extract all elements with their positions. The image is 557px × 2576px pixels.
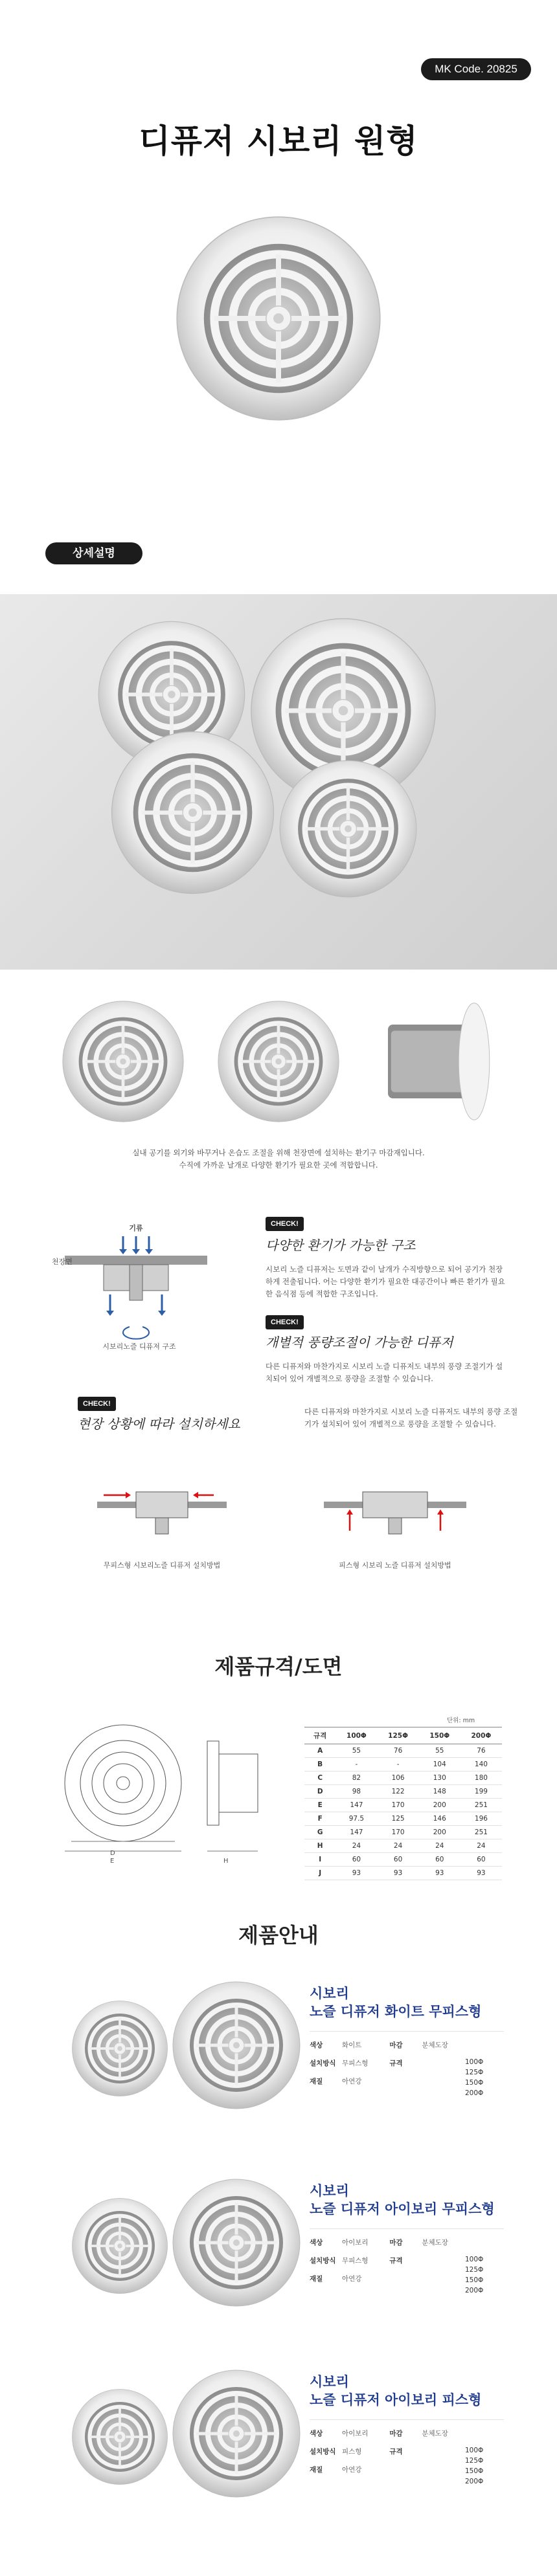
- hero-product-image: [175, 215, 382, 422]
- detail-description: [0, 1147, 557, 1171]
- drawing-label-e: E: [110, 1858, 115, 1865]
- spec-row: [304, 1744, 502, 1758]
- check-badge-1: CHECK!: [266, 1217, 304, 1231]
- spec-row: [304, 1771, 502, 1785]
- size-item: 150Φ: [465, 2467, 484, 2475]
- spec-row-label: E: [304, 1799, 335, 1812]
- description-line-1: 실내 공기를 외기와 바꾸거나 온습도 조절을 위해 천장면에 설치하는 환기구 마감재입니다.: [132, 1148, 425, 1157]
- diagram-airflow-label: 기류: [129, 1224, 143, 1232]
- install-key: 설치방식: [310, 2257, 336, 2265]
- product-image-large: [172, 2178, 301, 2307]
- spec-cell: 122: [378, 1785, 419, 1799]
- spec-row-label: B: [304, 1758, 335, 1771]
- product-code-badge: MK Code. 20825: [421, 58, 531, 80]
- spec-section-title: 제품규격/도면: [214, 1654, 343, 1679]
- detail-section-badge: 상세설명: [45, 542, 142, 564]
- spec-col-header: 규격: [304, 1727, 335, 1744]
- diagram-structure-label: 시보리노즐 디퓨저 구조: [102, 1342, 176, 1351]
- check-heading-1: 다양한 환기가 가능한 구조: [266, 1238, 416, 1253]
- spec-cell: 148: [419, 1785, 460, 1799]
- product-name-line1: 시보리: [310, 2374, 349, 2390]
- color-value: 아이보리: [342, 2239, 369, 2247]
- spec-cell: 97.5: [335, 1812, 377, 1826]
- size-key: 규격: [389, 2257, 403, 2265]
- spec-cell: -: [378, 1758, 419, 1771]
- product-divider: [310, 2228, 504, 2229]
- spec-row-label: A: [304, 1744, 335, 1758]
- spec-unit-label: 단위: mm: [447, 1717, 475, 1724]
- product-image-large: [172, 2369, 301, 2498]
- spec-cell: 60: [378, 1853, 419, 1867]
- spec-cell: 98: [335, 1785, 377, 1799]
- size-item: 150Φ: [465, 2276, 484, 2284]
- description-line-2: 수직에 가까운 날개로 다양한 환기가 필요한 곳에 적합합니다.: [179, 1160, 378, 1170]
- spec-cell: 147: [335, 1826, 377, 1839]
- color-key: 색상: [310, 2239, 323, 2247]
- spec-cell: 24: [460, 1839, 502, 1853]
- product-image-small: [71, 2197, 168, 2294]
- color-key: 색상: [310, 2041, 323, 2049]
- product-divider: [310, 2031, 504, 2032]
- install-key: 설치방식: [310, 2060, 336, 2067]
- product-name-line2: 노즐 디퓨저 화이트 무피스형: [310, 2004, 482, 2019]
- product-name-line1: 시보리: [310, 2183, 349, 2199]
- product-row-install: [310, 2058, 422, 2068]
- spec-row-label: F: [304, 1812, 335, 1826]
- spec-cell: 24: [419, 1839, 460, 1853]
- size-item: 150Φ: [465, 2079, 484, 2087]
- spec-cell: 60: [460, 1853, 502, 1867]
- product-name-line2: 노즐 디퓨저 아이보리 피스형: [310, 2392, 482, 2408]
- size-item: 100Φ: [465, 2256, 484, 2263]
- spec-header-row: [304, 1727, 502, 1744]
- product-image-small: [71, 2000, 168, 2097]
- diffuser-side-photo-2: [217, 1000, 340, 1123]
- install-value: 무피스형: [342, 2257, 369, 2265]
- material-key: 재질: [310, 2078, 323, 2085]
- product-name-line1: 시보리: [310, 1986, 349, 2001]
- install-key: 설치방식: [310, 2448, 336, 2456]
- check-body-1: 시보리 노즐 디퓨저는 도면과 같이 날개가 수직방향으로 되어 공기가 천장하게 전출됩니다. 어는 다양한 환기가 필요한 대공간이나 빠른 환기가 필요한 음식점 등에 적합한 구조입니다.: [266, 1265, 505, 1298]
- install-diagram-screw: [324, 1469, 466, 1547]
- spec-cell: 76: [378, 1744, 419, 1758]
- color-key: 색상: [310, 2430, 323, 2437]
- spec-col-header: 125Φ: [378, 1727, 419, 1744]
- product-name-line2: 노즐 디퓨저 아이보리 무피스형: [310, 2201, 495, 2217]
- spec-cell: 130: [419, 1771, 460, 1785]
- structure-diagram: [52, 1217, 220, 1346]
- product-image-small: [71, 2388, 168, 2485]
- spec-row-label: C: [304, 1771, 335, 1785]
- drawing-label-h: H: [223, 1858, 229, 1865]
- diffuser-side-photo-3: [376, 1000, 499, 1123]
- install-caption-screw: 피스형 시보리 노즐 디퓨저 설치방법: [339, 1561, 451, 1570]
- spec-cell: 104: [419, 1758, 460, 1771]
- color-value: 화이트: [342, 2041, 362, 2049]
- spec-cell: 93: [378, 1867, 419, 1880]
- spec-cell: 93: [460, 1867, 502, 1880]
- finish-value: 분체도장: [422, 2041, 448, 2049]
- spec-cell: 170: [378, 1826, 419, 1839]
- size-item: 125Φ: [465, 2266, 484, 2274]
- spec-cell: 82: [335, 1771, 377, 1785]
- spec-row-label: H: [304, 1839, 335, 1853]
- size-item: 125Φ: [465, 2069, 484, 2076]
- spec-cell: 251: [460, 1799, 502, 1812]
- spec-cell: 55: [419, 1744, 460, 1758]
- product-row-material: [310, 2274, 387, 2283]
- spec-cell: 60: [335, 1853, 377, 1867]
- product-row-color: [310, 2237, 467, 2247]
- size-item: 200Φ: [465, 2287, 484, 2294]
- size-item: 125Φ: [465, 2457, 484, 2465]
- product-row-material: [310, 2465, 387, 2474]
- spec-cell: 24: [335, 1839, 377, 1853]
- spec-cell: 251: [460, 1826, 502, 1839]
- color-value: 아이보리: [342, 2430, 369, 2437]
- check-body-2: 다른 디퓨저와 마찬가지로 시보리 노즐 디퓨저도 내부의 풍량 조절기가 설치되어 있어 개별적으로 풍량을 조절할 수 있습니다.: [266, 1362, 503, 1383]
- finish-value: 분체도장: [422, 2430, 448, 2437]
- spec-cell: 93: [419, 1867, 460, 1880]
- spec-cell: 106: [378, 1771, 419, 1785]
- product-group-photo: [0, 594, 557, 970]
- material-key: 재질: [310, 2466, 323, 2474]
- size-key: 규격: [389, 2448, 403, 2456]
- install-diagram-no-screw: [97, 1469, 227, 1547]
- spec-cell: 147: [335, 1799, 377, 1812]
- material-key: 재질: [310, 2275, 323, 2283]
- spec-row-label: G: [304, 1826, 335, 1839]
- spec-cell: 200: [419, 1799, 460, 1812]
- finish-value: 분체도장: [422, 2239, 448, 2247]
- spec-row: [304, 1826, 502, 1839]
- product-row-install: [310, 2447, 422, 2456]
- diffuser-group-image: [0, 594, 557, 970]
- spec-table: [304, 1727, 502, 1880]
- finish-key: 마감: [389, 2239, 403, 2247]
- diffuser-side-photo-1: [62, 1000, 185, 1123]
- size-key: 규격: [389, 2060, 403, 2067]
- install-value: 무피스형: [342, 2060, 369, 2067]
- spec-cell: 199: [460, 1785, 502, 1799]
- install-caption-no-screw: 무피스형 시보리노즐 디퓨저 설치방법: [103, 1561, 221, 1570]
- check-body-3: 다른 디퓨저와 마찬가지로 시보리 노즐 디퓨저도 내부의 풍량 조절기가 설치되어 있어 개별적으로 풍량을 조절할 수 있습니다.: [304, 1407, 518, 1428]
- product-size-list: [465, 2254, 483, 2296]
- material-value: 아연강: [342, 2275, 362, 2283]
- check-badge-2: CHECK!: [266, 1315, 304, 1329]
- spec-row-label: D: [304, 1785, 335, 1799]
- finish-key: 마감: [389, 2430, 403, 2437]
- drawing-label-d: D: [110, 1850, 115, 1857]
- spec-row: [304, 1758, 502, 1771]
- diagram-ceiling-label: 천장면: [52, 1258, 73, 1266]
- spec-cell: 93: [335, 1867, 377, 1880]
- spec-cell: 125: [378, 1812, 419, 1826]
- spec-cell: 170: [378, 1799, 419, 1812]
- product-image-large: [172, 1981, 301, 2110]
- product-size-list: [465, 2445, 483, 2487]
- size-item: 200Φ: [465, 2478, 484, 2485]
- spec-cell: 196: [460, 1812, 502, 1826]
- check-badge-3: CHECK!: [78, 1397, 116, 1411]
- spec-col-header: 150Φ: [419, 1727, 460, 1744]
- spec-cell: 140: [460, 1758, 502, 1771]
- product-row-install: [310, 2256, 422, 2265]
- spec-cell: 55: [335, 1744, 377, 1758]
- spec-cell: 60: [419, 1853, 460, 1867]
- product-row-material: [310, 2076, 387, 2086]
- check-heading-3: 현장 상황에 따라 설치하세요: [78, 1416, 240, 1432]
- spec-cell: 146: [419, 1812, 460, 1826]
- spec-cell: 200: [419, 1826, 460, 1839]
- size-item: 200Φ: [465, 2089, 484, 2097]
- spec-row: [304, 1785, 502, 1799]
- spec-cell: 76: [460, 1744, 502, 1758]
- material-value: 아연강: [342, 2466, 362, 2474]
- spec-cell: 24: [378, 1839, 419, 1853]
- spec-col-header: 100Φ: [335, 1727, 377, 1744]
- spec-col-header: 200Φ: [460, 1727, 502, 1744]
- spec-row-label: J: [304, 1867, 335, 1880]
- spec-drawing: [52, 1715, 272, 1871]
- products-section-title: 제품안내: [238, 1923, 319, 1948]
- spec-cell: -: [335, 1758, 377, 1771]
- product-row-color: [310, 2040, 467, 2050]
- spec-row: [304, 1799, 502, 1812]
- product-size-list: [465, 2057, 483, 2098]
- size-item: 100Φ: [465, 2058, 484, 2066]
- material-value: 아연강: [342, 2078, 362, 2085]
- page-title: 디퓨저 시보리 원형: [139, 122, 418, 160]
- install-value: 피스형: [342, 2448, 362, 2456]
- spec-cell: 180: [460, 1771, 502, 1785]
- product-row-color: [310, 2428, 467, 2438]
- spec-row-label: I: [304, 1853, 335, 1867]
- spec-row: [304, 1853, 502, 1867]
- spec-row: [304, 1867, 502, 1880]
- finish-key: 마감: [389, 2041, 403, 2049]
- spec-row: [304, 1812, 502, 1826]
- product-divider: [310, 2419, 504, 2420]
- spec-row: [304, 1839, 502, 1853]
- size-item: 100Φ: [465, 2447, 484, 2454]
- check-heading-2: 개별적 풍량조절이 가능한 디퓨저: [266, 1335, 453, 1350]
